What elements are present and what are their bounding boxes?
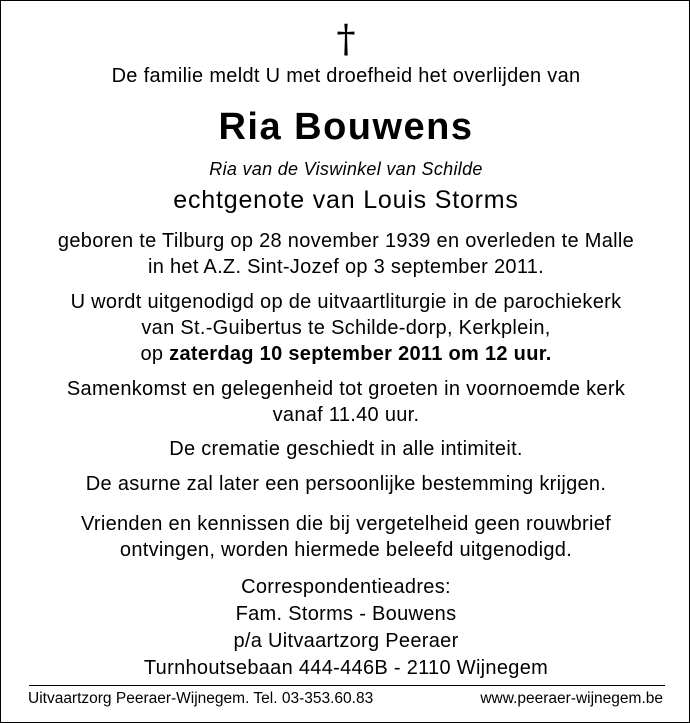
invitation-line-3 [1,342,690,366]
deceased-alias: Ria van de Viswinkel van Schilde [209,159,483,179]
gathering-line-1: Samenkomst en gelegenheid tot groeten in voornoemde kerk [66,378,626,400]
invitation-date: zaterdag 10 september 2011 om 12 uur. [169,343,552,365]
invitation-line-2: van St.-Guibertus te Schilde-dorp, Kerkplein, [141,317,551,339]
friends-line-1: Vrienden en kennissen die bij vergetelheid geen rouwbrief [80,513,612,535]
intro-text: De familie meldt U met droefheid het overlijden van [111,65,581,87]
correspondence-family: Fam. Storms - Bouwens [235,603,457,625]
cross-icon: † [336,17,356,61]
invitation-date-prefix: op [140,343,164,365]
birth-death-line-1: geboren te Tilburg op 28 november 1939 en overleden te Malle [57,230,635,252]
gathering-line-2: vanaf 11.40 uur. [272,404,420,426]
spouse-line: echtgenote van Louis Storms [173,186,519,214]
correspondence-heading: Correspondentieadres: [241,576,451,598]
deceased-name: Ria Bouwens [218,106,474,148]
friends-line-2: ontvingen, worden hiermede beleefd uitgenodigd. [119,539,573,561]
footer-divider [29,685,665,686]
invitation-line-1: U wordt uitgenodigd op de uitvaartliturgie in de parochiekerk [70,291,622,313]
footer-website-link[interactable]: www.peeraer-wijnegem.be [480,690,663,707]
cremation-text: De crematie geschiedt in alle intimiteit. [169,438,523,460]
correspondence-care-of: p/a Uitvaartzorg Peeraer [233,630,459,652]
urn-text: De asurne zal later een persoonlijke bestemming krijgen. [85,473,607,495]
birth-death-line-2: in het A.Z. Sint-Jozef op 3 september 2011. [147,256,545,278]
correspondence-address: Turnhoutsebaan 444-446B - 2110 Wijnegem [143,657,549,679]
footer-funeral-home: Uitvaartzorg Peeraer-Wijnegem. Tel. 03-353.60.83 [28,690,374,707]
